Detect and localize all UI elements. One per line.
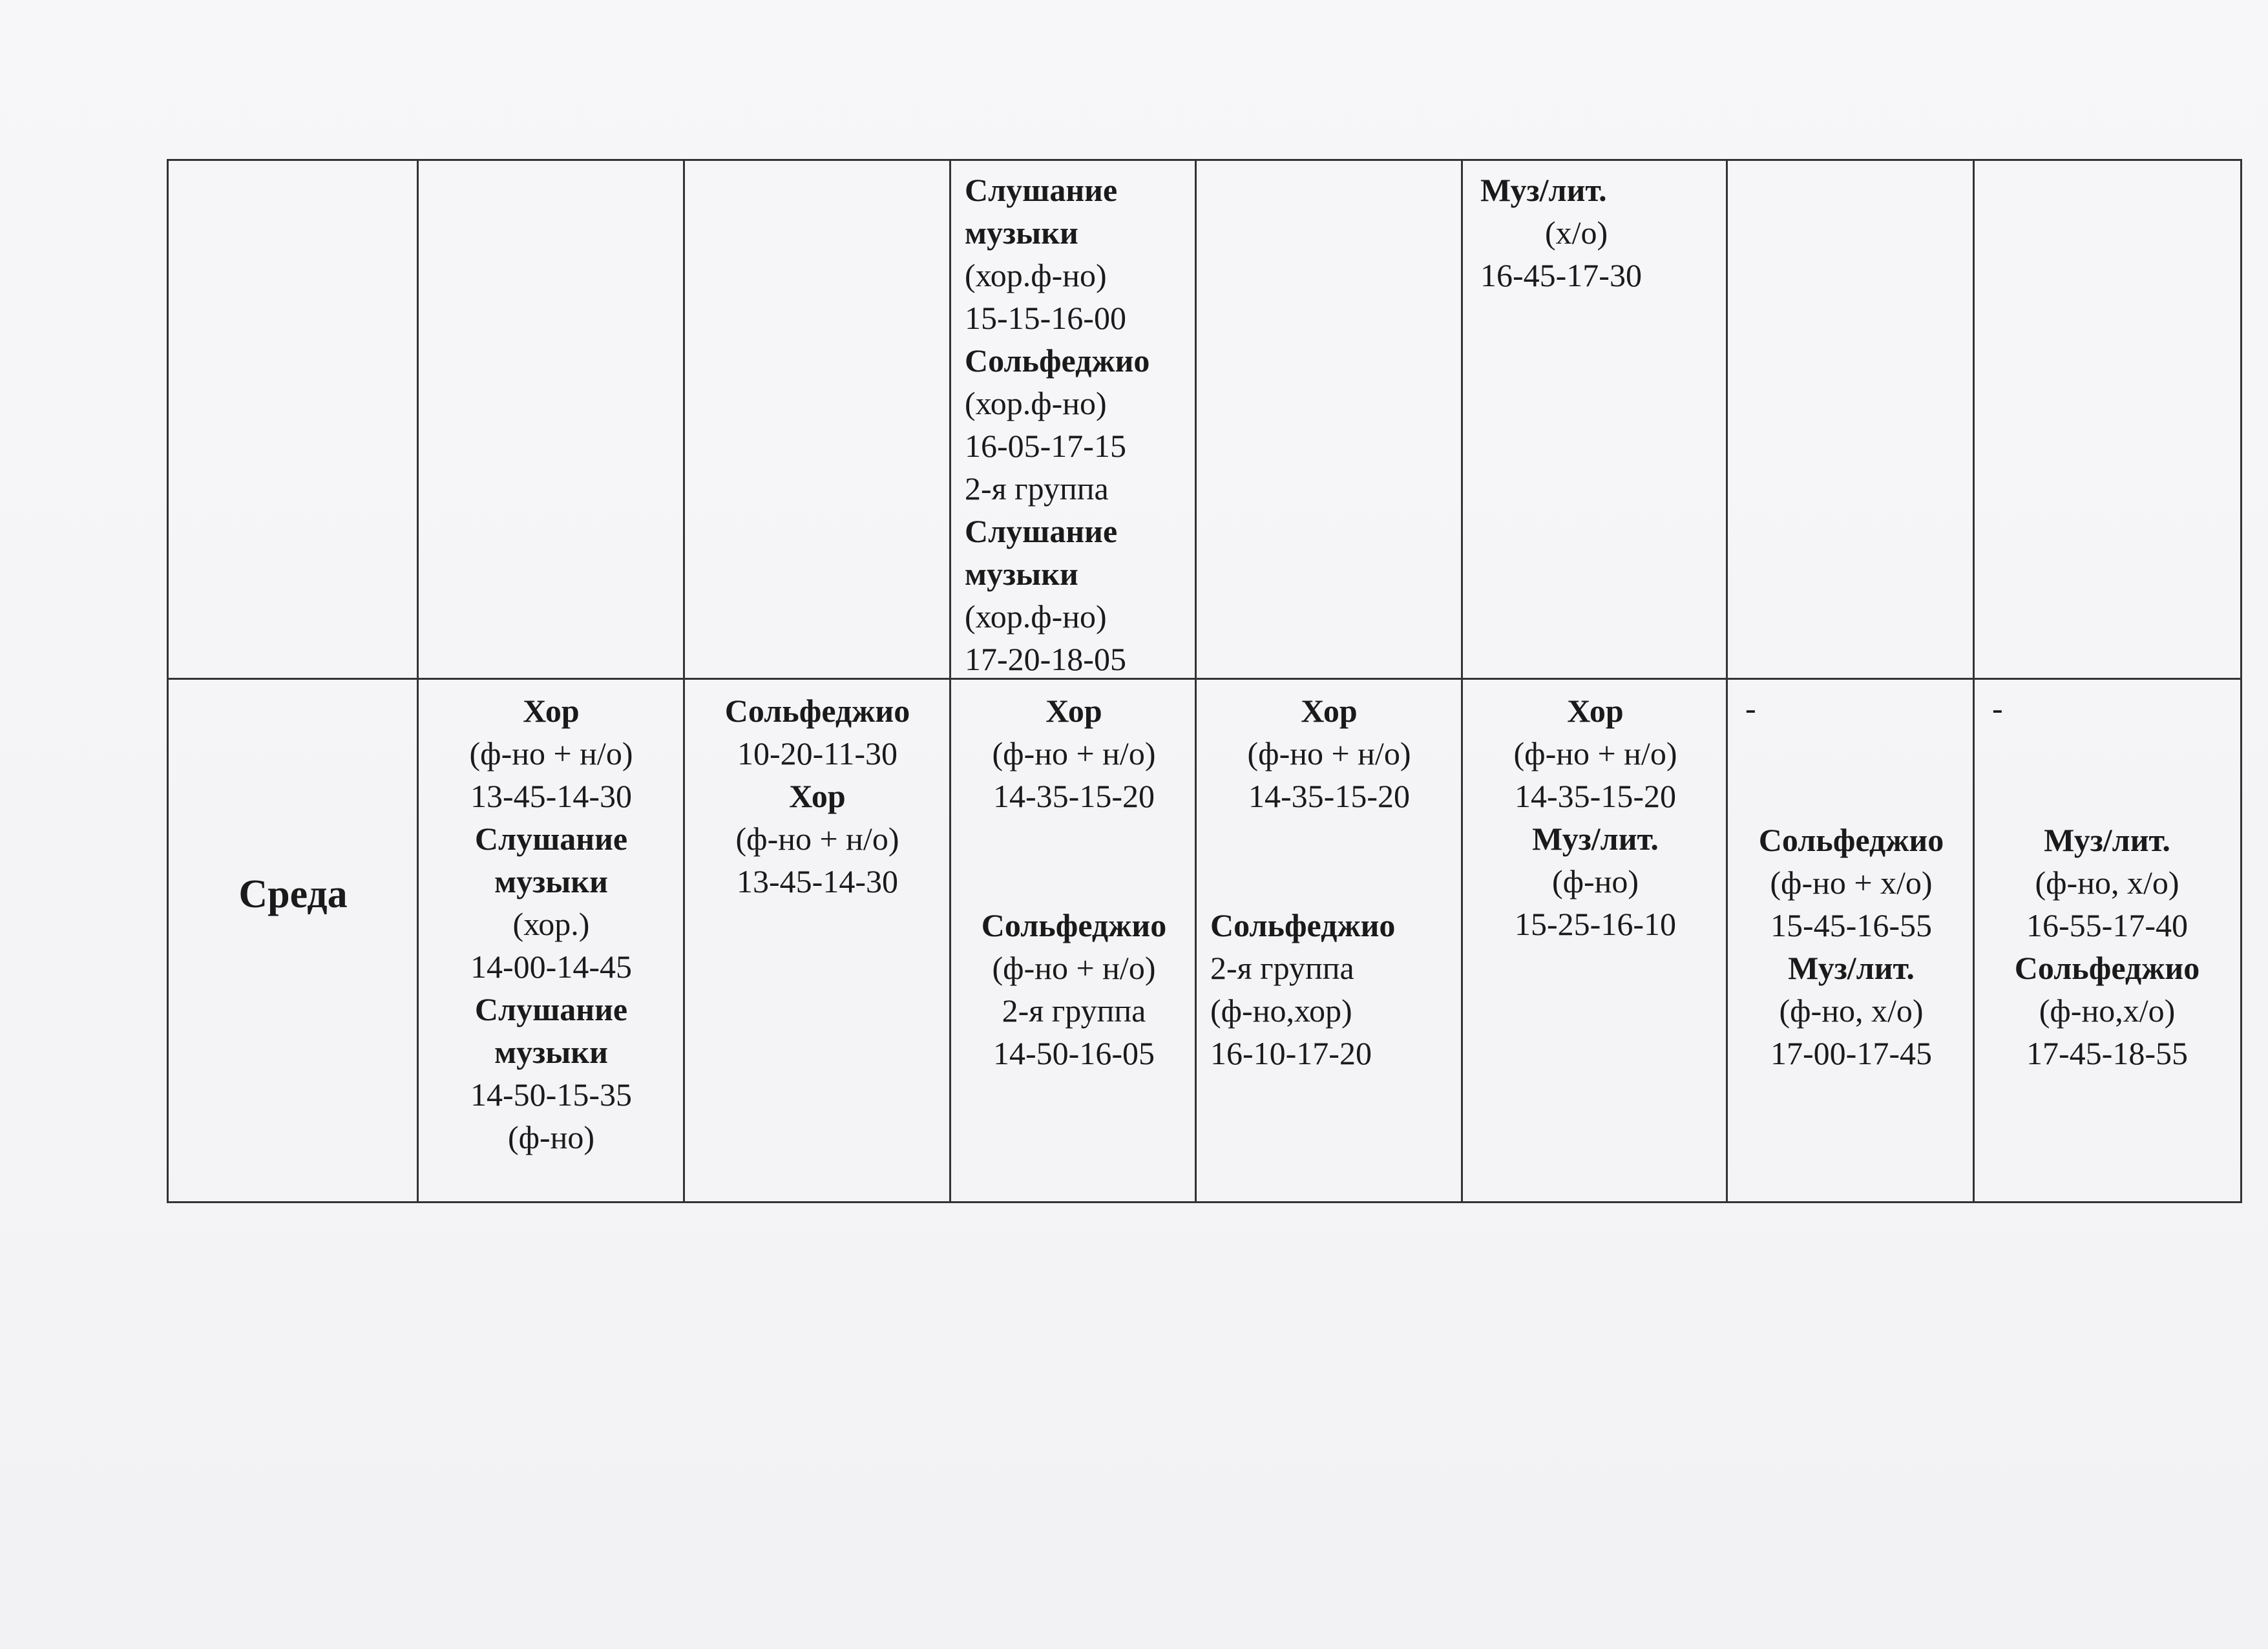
cell-line: Хор [523,693,580,729]
row2-col8-dash: - [1992,690,2003,726]
schedule-table [167,159,2242,1203]
cell-line: (ф-но,хор) [1210,993,1352,1029]
cell-line: Сольфеджио [724,693,910,729]
cell-line: музыки [965,215,1078,251]
cell-line: музыки [494,1034,608,1070]
cell-line: 10-20-11-30 [737,735,898,772]
cell-line: (хор.ф-но) [965,385,1107,421]
row2-col4a-cell [951,689,1197,817]
cell-line: Хор [1567,693,1624,729]
cell-line: Сольфеджио [2014,950,2200,986]
row2-col7-dash: - [1745,690,1756,726]
cell-line: 14-35-15-20 [1248,778,1410,814]
row2-col3-cell [685,689,950,903]
cell-line: Слушание [474,821,628,857]
row2-col5a-cell [1197,689,1462,817]
cell-line: Слушание [474,991,628,1027]
cell-line: (ф-но, х/о) [2035,865,2179,901]
cell-line: Сольфеджио [981,907,1167,943]
cell-line: 16-05-17-15 [965,428,1126,464]
row2-col6-cell [1463,689,1728,945]
cell-line: 15-45-16-55 [1770,907,1932,943]
cell-line: 14-35-15-20 [1515,778,1676,814]
row2-col8-cell [1975,819,2240,1075]
cell-line: 13-45-14-30 [737,863,898,899]
cell-line: (ф-но + н/о) [1513,735,1677,772]
cell-line: 2-я группа [1210,950,1354,986]
cell-line: (ф-но) [507,1119,595,1155]
cell-line: (ф-но + х/о) [1770,865,1933,901]
cell-line: Хор [1301,693,1358,729]
row2-col5b-cell [1210,904,1395,1075]
cell-line: (ф-но, х/о) [1779,993,1924,1029]
cell-line: (х/о) [1545,215,1608,251]
cell-line: 15-25-16-10 [1515,906,1676,942]
cell-line: Слушание [965,513,1118,549]
cell-line: Сольфеджио [1210,907,1396,943]
row2-col4b-cell [951,904,1197,1075]
cell-line: Хор [789,778,846,814]
cell-line: Муз/лит. [2044,822,2170,858]
cell-line: Сольфеджио [965,342,1150,379]
cell-line: (ф-но) [1551,863,1639,899]
cell-line: 16-55-17-40 [2026,907,2188,943]
cell-line: 14-50-15-35 [470,1077,632,1113]
cell-line: (хор.ф-но) [965,257,1107,293]
cell-line: 16-45-17-30 [1480,257,1642,293]
row1-col6-cell [1480,169,1642,297]
row2-col2-cell [419,689,684,1159]
cell-line: 13-45-14-30 [470,778,632,814]
col-divider [1461,161,1463,1201]
cell-line: Муз/лит. [1788,950,1915,986]
cell-line: Хор [1045,693,1102,729]
cell-line: (ф-но + н/о) [992,735,1156,772]
cell-line: 15-15-16-00 [965,300,1126,336]
cell-line: Сольфеджио [1758,822,1944,858]
cell-line: музыки [494,863,608,899]
row1-col4-cell [965,169,1150,680]
cell-line: 17-20-18-05 [965,641,1126,677]
cell-line: (хор.ф-но) [965,598,1107,635]
cell-line: 14-50-16-05 [993,1035,1155,1071]
cell-line: (хор.) [512,906,590,942]
cell-line: музыки [965,556,1078,592]
day-label: Среда [238,872,348,916]
cell-line: 14-35-15-20 [993,778,1155,814]
cell-line: (ф-но + н/о) [1247,735,1411,772]
cell-line: (ф-но + н/о) [469,735,633,772]
cell-line: Слушание [965,172,1118,208]
cell-line: Муз/лит. [1480,172,1607,208]
cell-line: 2-я группа [1002,993,1146,1029]
cell-line: Муз/лит. [1532,821,1659,857]
row2-col7-cell [1728,819,1975,1075]
cell-line: 16-10-17-20 [1210,1035,1372,1071]
cell-line: 14-00-14-45 [470,949,632,985]
cell-line: (ф-но,х/о) [2039,993,2176,1029]
cell-line: 17-45-18-55 [2026,1035,2188,1071]
cell-line: 2-я группа [965,470,1109,507]
cell-line: (ф-но + н/о) [992,950,1156,986]
cell-line: (ф-но + н/о) [735,821,899,857]
cell-line: 17-00-17-45 [1770,1035,1932,1071]
row-divider [169,678,2240,680]
